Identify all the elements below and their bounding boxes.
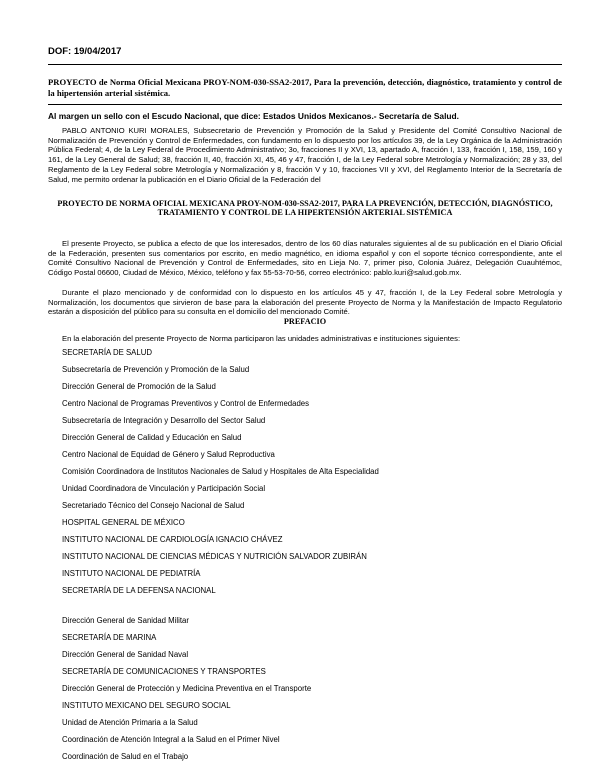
- institution-item: Subsecretaría de Prevención y Promoción de la Salud: [62, 365, 250, 374]
- institution-item: Dirección General de Promoción de la Salud: [62, 382, 216, 391]
- institution-item: Centro Nacional de Equidad de Género y Salud Reproductiva: [62, 450, 275, 459]
- title-lead: PROYECTO: [48, 77, 97, 87]
- title-divider: [48, 104, 562, 105]
- institution-item: Dirección General de Calidad y Educación en Salud: [62, 433, 242, 442]
- document-title: [48, 77, 562, 98]
- institution-item: Comisión Coordinadora de Institutos Nacionales de Salud y Hospitales de Alta Especialidad: [62, 467, 379, 476]
- institution-item: SECRETARÍA DE LA DEFENSA NACIONAL: [62, 586, 216, 595]
- institution-item: SECRETARÍA DE SALUD: [62, 348, 152, 357]
- top-divider: [48, 64, 562, 65]
- paragraph-durante: Durante el plazo mencionado y de conformidad con lo dispuesto en los artículos 45 y 47, fracción I, de la Ley Federal sobre Metrología y Normalización, los documentos que sirvieron de base para la elaboración del presente Proyecto de Norma y la Manifestación de Impacto Regulatorio estarán a disposición del público para su consulta en el domicilio del mencionado Comité.: [48, 288, 562, 317]
- institution-item: Coordinación de Salud en el Trabajo: [62, 752, 189, 761]
- institution-item: SECRETARÍA DE COMUNICACIONES Y TRANSPORTES: [62, 667, 266, 676]
- institution-item: Dirección General de Protección y Medicina Preventiva en el Transporte: [62, 684, 312, 693]
- institution-item: Unidad Coordinadora de Vinculación y Participación Social: [62, 484, 266, 493]
- intro-paragraph: PABLO ANTONIO KURI MORALES, Subsecretario de Prevención y Promoción de la Salud y Presidente del Comité Consultivo Nacional de Normalización de Prevención y Control de Enfermedades, con fundamento en lo dispuesto por los artículos 39, de la Ley Orgánica de la Administración Pública Federal; 4, de la Ley Federal de Procedimiento Administrativo; 3o, fracciones II y XVI, 13, apartado A, fracción I, 133, fracción I, 158, 159, 160 y 161, de la Ley General de Salud; 38, fracción II, 40, fracción XI, 45, 46 y 47, fracción I, de la Ley Federal sobre Metrología y Normalización; 28 y 33, del Reglamento de la Ley Federal sobre Metrología y Normalización y 8, fracción V y 10, fracciones VII y XVI, del Reglamento Interior de la Secretaría de Salud, me permito ordenar la publicación en el Diario Oficial de la Federación del: [48, 126, 562, 184]
- institution-item: Unidad de Atención Primaria a la Salud: [62, 718, 198, 727]
- project-heading: PROYECTO DE NORMA OFICIAL MEXICANA PROY-NOM-030-SSA2-2017, PARA LA PREVENCIÓN, DETECCIÓN, DIAGNÓSTICO, TRATAMIENTO Y CONTROL DE LA HIPERTENSIÓN ARTERIAL SISTÉMICA: [57, 199, 553, 218]
- institution-item: HOSPITAL GENERAL DE MÉXICO: [62, 518, 185, 527]
- seal-note: Al margen un sello con el Escudo Nacional, que dice: Estados Unidos Mexicanos.- Secretaría de Salud.: [48, 111, 459, 121]
- institution-item: SECRETARÍA DE MARINA: [62, 633, 157, 642]
- institution-item: Secretariado Técnico del Consejo Nacional de Salud: [62, 501, 245, 510]
- institution-item: Dirección General de Sanidad Naval: [62, 650, 189, 659]
- prefacio-heading: PREFACIO: [283, 317, 327, 326]
- institution-item: Dirección General de Sanidad Militar: [62, 616, 189, 625]
- prefacio-intro: En la elaboración del presente Proyecto de Norma participaron las unidades administrativas e instituciones siguientes:: [62, 334, 461, 343]
- dof-date: DOF: 19/04/2017: [48, 46, 122, 57]
- institution-item: Centro Nacional de Programas Preventivos y Control de Enfermedades: [62, 399, 310, 408]
- title-text: de Norma Oficial Mexicana PROY-NOM-030-SSA2-2017, Para la prevención, detección, diagnóstico, tratamiento y control de la hipertensión arterial sistémica.: [48, 77, 562, 98]
- institution-item: Subsecretaría de Integración y Desarrollo del Sector Salud: [62, 416, 266, 425]
- paragraph-presente: El presente Proyecto, se publica a efecto de que los interesados, dentro de los 60 días naturales siguientes al de su publicación en el Diario Oficial de la Federación, presenten sus comentarios por escrito, en medio magnético, en idioma español y con el soporte técnico correspondiente, ante el Comité Consultivo Nacional de Prevención y Control de Enfermedades, sito en Lieja No. 7, primer piso, Colonia Juárez, Delegación Cuauhtémoc, Código Postal 06600, Ciudad de México, México, teléfono y fax 55-53-70-56, correo electrónico: pablo.kuri@salud.gob.mx.: [48, 239, 562, 278]
- institution-item: INSTITUTO NACIONAL DE CARDIOLOGÍA IGNACIO CHÁVEZ: [62, 535, 283, 544]
- institution-item: INSTITUTO NACIONAL DE CIENCIAS MÉDICAS Y NUTRICIÓN SALVADOR ZUBIRÁN: [62, 552, 367, 561]
- institution-item: INSTITUTO MEXICANO DEL SEGURO SOCIAL: [62, 701, 231, 710]
- institution-item: INSTITUTO NACIONAL DE PEDIATRÍA: [62, 569, 201, 578]
- institution-item: Coordinación de Atención Integral a la Salud en el Primer Nivel: [62, 735, 280, 744]
